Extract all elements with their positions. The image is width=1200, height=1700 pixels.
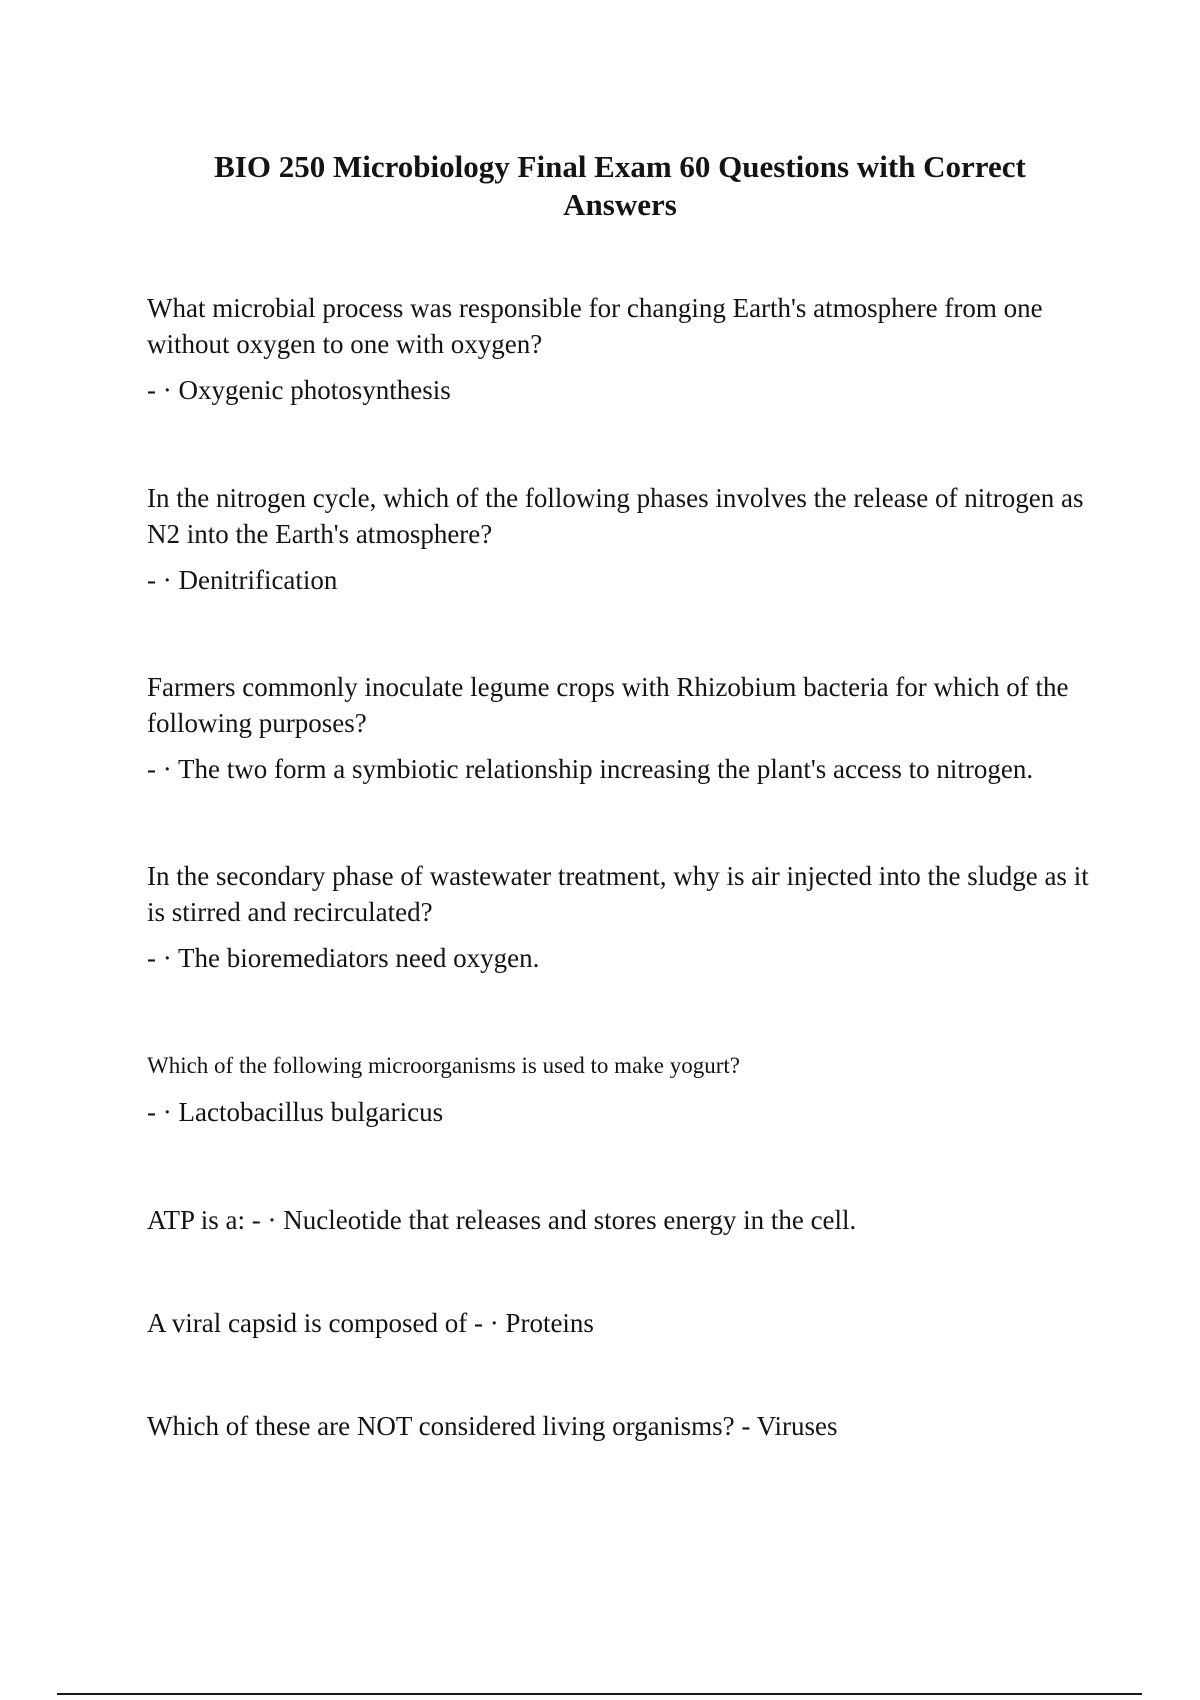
document-title: BIO 250 Microbiology Final Exam 60 Questions with Correct Answers xyxy=(214,149,1026,222)
question-text: In the nitrogen cycle, which of the following phases involves the release of nitrogen as N2 into the Earth's atmosphere? xyxy=(147,483,1084,549)
qa-item-7 xyxy=(147,1305,1097,1341)
answer-text: - · The bioremediators need oxygen. xyxy=(147,943,540,973)
question-text: ATP is a: xyxy=(147,1205,246,1235)
answer-text: - · Oxygenic photosynthesis xyxy=(147,375,451,405)
question-text: What microbial process was responsible for changing Earth's atmosphere from one without oxygen to one with oxygen? xyxy=(147,293,1043,359)
answer-text: - · Denitrification xyxy=(147,565,338,595)
question-text: Which of these are NOT considered living organisms? xyxy=(147,1411,735,1441)
page-bottom-divider xyxy=(57,1693,1142,1695)
answer-text: - Viruses xyxy=(741,1411,838,1441)
answer-text: - · Proteins xyxy=(473,1308,594,1338)
question-text: Which of the following microorganisms is used to make yogurt? xyxy=(147,1053,740,1078)
question-text: In the secondary phase of wastewater treatment, why is air injected into the sludge as it is stirred and recirculated? xyxy=(147,861,1089,927)
qa-item-5 xyxy=(147,1048,1097,1130)
qa-item-1 xyxy=(147,290,1097,408)
answer-text: - · Lactobacillus bulgaricus xyxy=(147,1097,444,1127)
answer-text: - · The two form a symbiotic relationship increasing the plant's access to nitrogen. xyxy=(147,754,1034,784)
question-text: A viral capsid is composed of xyxy=(147,1308,468,1338)
qa-item-8 xyxy=(147,1408,1097,1444)
answer-text: - · Nucleotide that releases and stores energy in the cell. xyxy=(251,1205,857,1235)
question-text: Farmers commonly inoculate legume crops with Rhizobium bacteria for which of the following purposes? xyxy=(147,672,1069,738)
qa-item-4 xyxy=(147,858,1097,976)
qa-item-3 xyxy=(147,669,1097,787)
qa-item-6 xyxy=(147,1202,1097,1238)
qa-item-2 xyxy=(147,480,1097,598)
